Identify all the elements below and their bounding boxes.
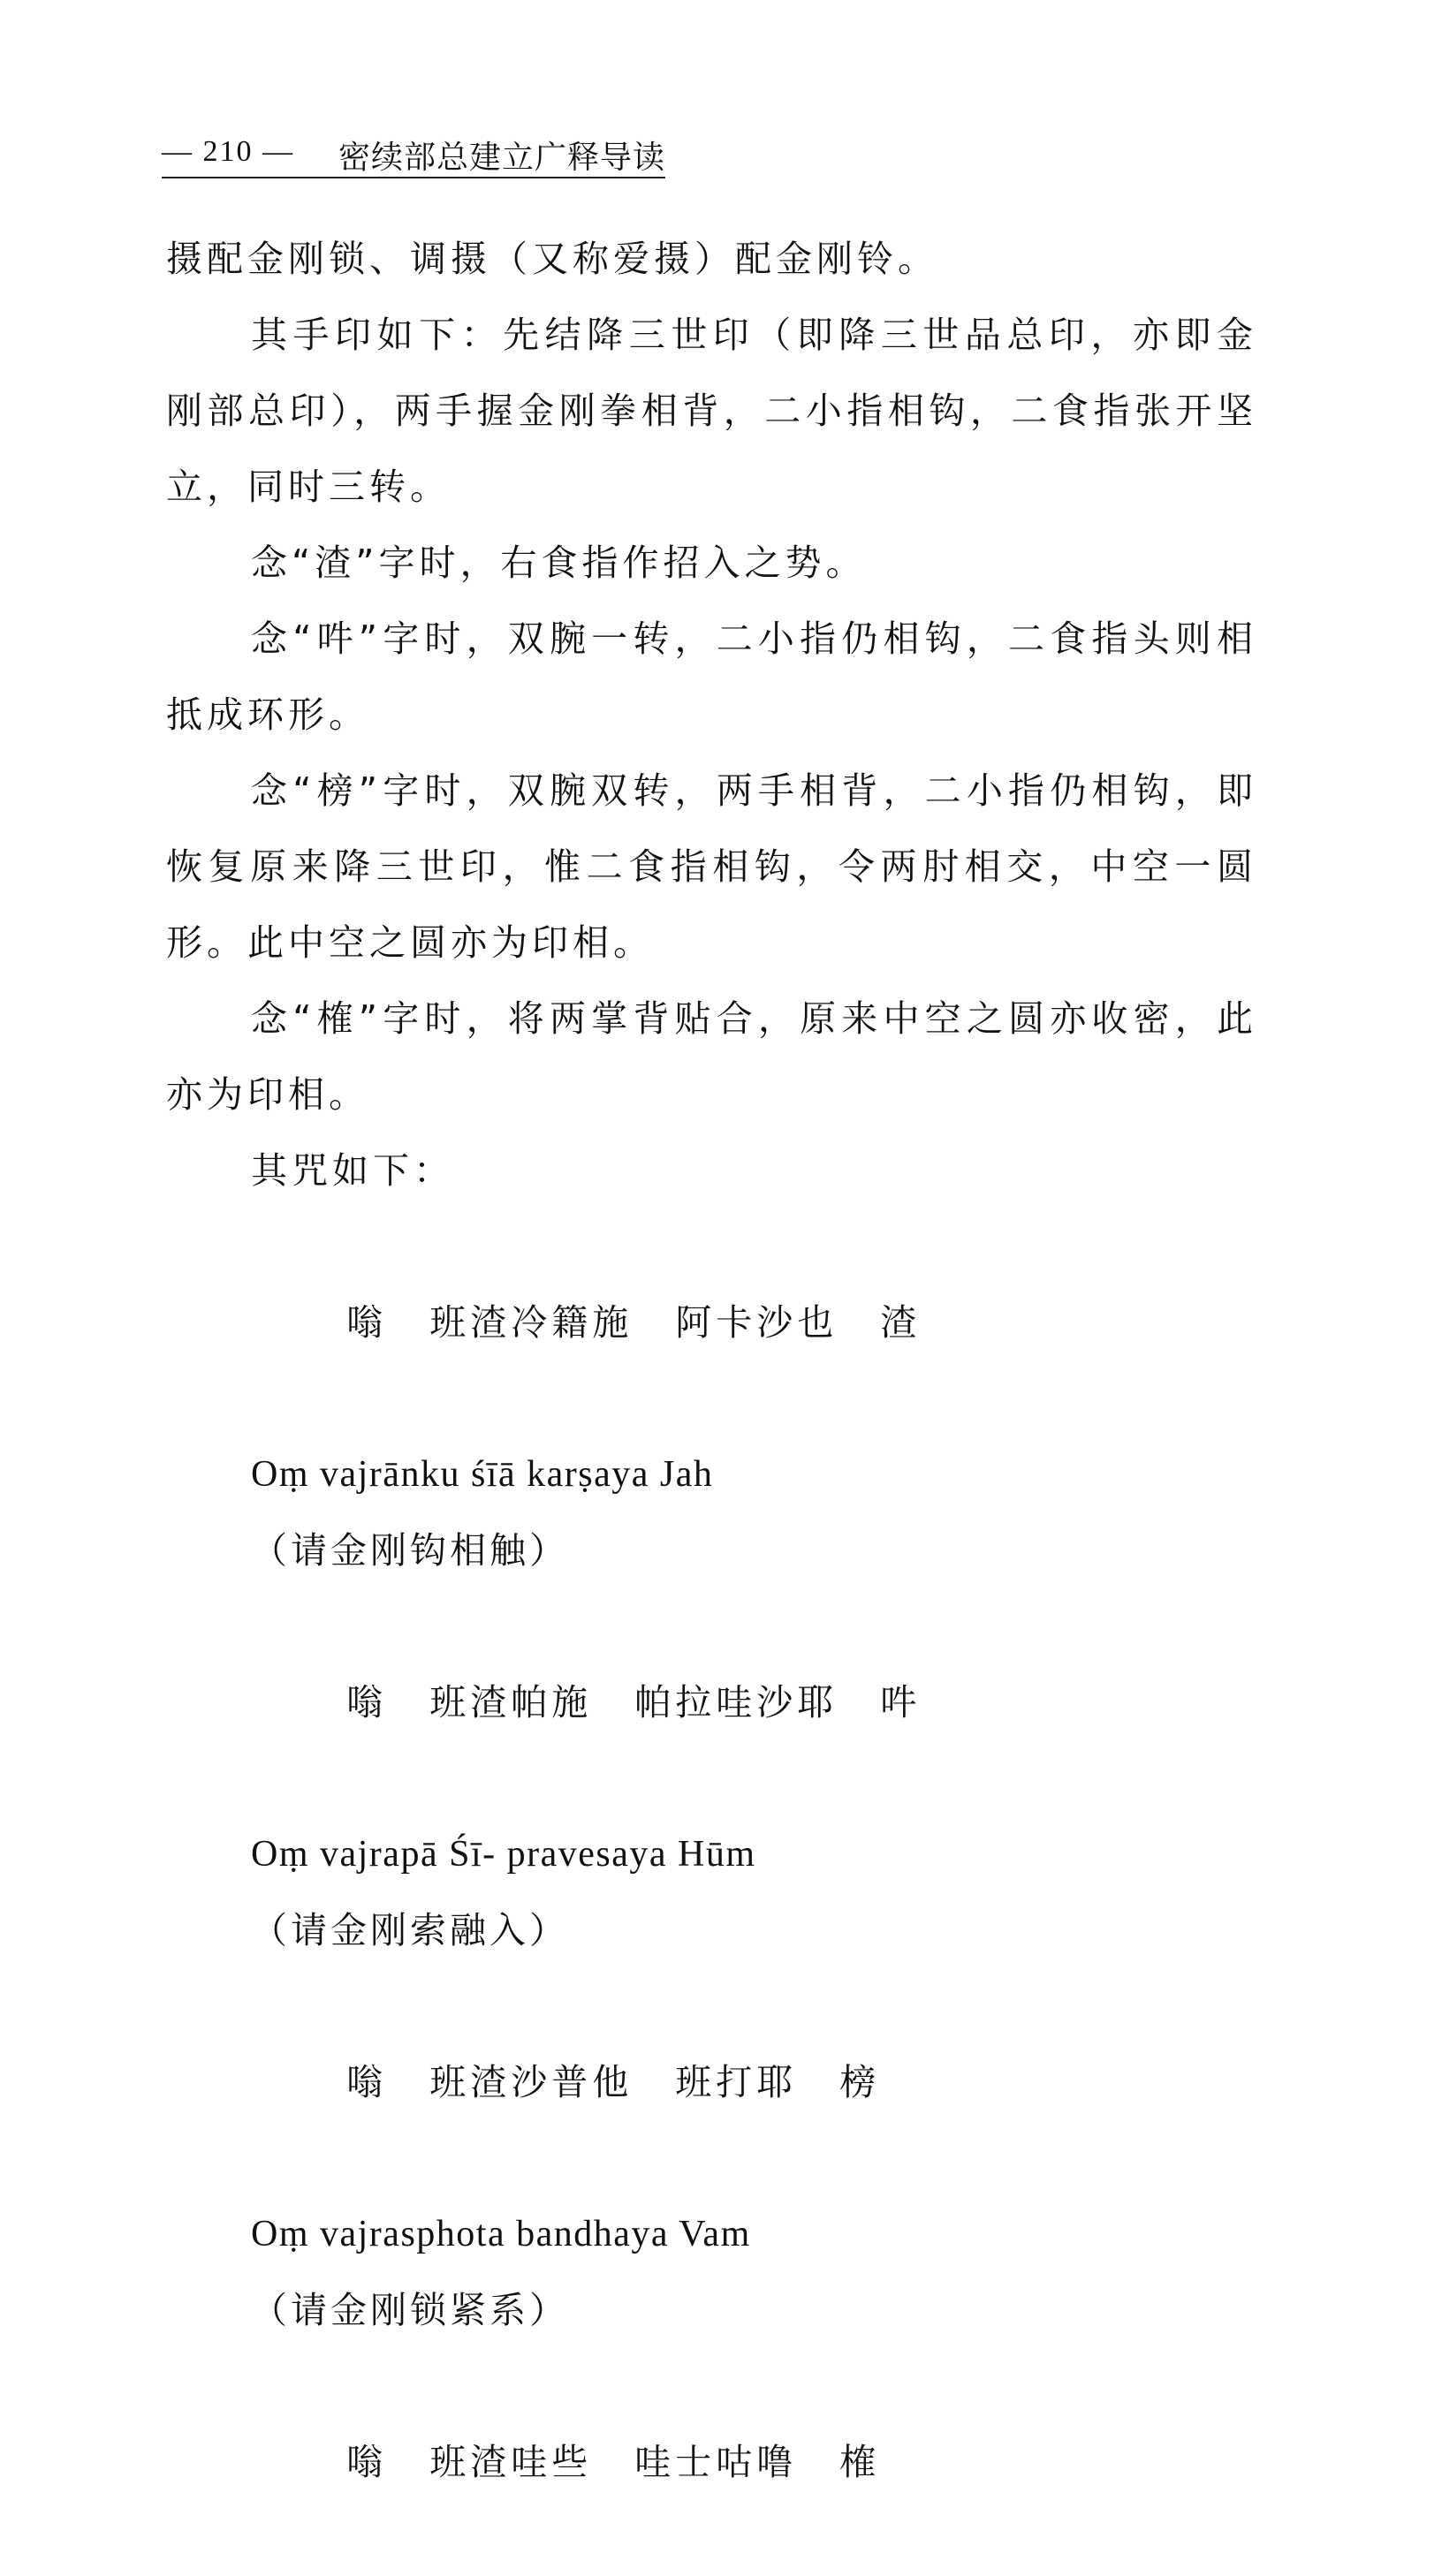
mantra-chinese-line (251, 1968, 1257, 2196)
page-number: — 210 — (162, 135, 294, 168)
mantra-syllable: 嗡 (346, 2061, 388, 2103)
mantra-syllable: 嗡 (346, 1681, 388, 1724)
mantra-syllable: 班渣哇些 (429, 2441, 593, 2483)
body-text (166, 221, 1257, 2576)
mantra-syllable: 哇士咕噜 (634, 2441, 798, 2483)
paragraph-ho: 念“榷”字时，将两掌背贴合，原来中空之圆亦收密，此亦为印相。 (166, 997, 1257, 1116)
mantra-chinese-line (251, 1588, 1257, 1816)
mantra-block-3 (166, 1968, 1257, 2348)
mantra-gloss: （请金刚锁紧系） (251, 2289, 569, 2331)
paragraph-jah: 念“渣”字时，右食指作招入之势。 (251, 542, 867, 584)
mantra-syllable: 嗡 (346, 1301, 388, 1344)
paragraph-hum: 念“吽”字时，双腕一转，二小指仍相钩，二食指头则相抵成环形。 (166, 617, 1257, 736)
mantra-romanization: Oṃ vajrānku śīā karṣaya Jah (251, 1454, 714, 1495)
mantra-romanization: Oṃ vajrasphota bandhaya Vam (251, 2214, 751, 2254)
mantra-syllable: 班渣冷籍施 (429, 1301, 634, 1344)
mantra-gloss: （请金刚索融入） (251, 1909, 569, 1951)
mantra-syllable: 帕拉哇沙耶 (634, 1681, 839, 1724)
paragraph-continued: 摄配金刚锁、调摄（又称爱摄）配金刚铃。 (166, 238, 938, 280)
mantra-block-2 (166, 1588, 1257, 1968)
mantra-syllable: 渣 (880, 1301, 922, 1344)
mantra-syllable: 阿卡沙也 (675, 1301, 839, 1344)
mantra-gloss: （请金刚钩相触） (251, 1529, 569, 1572)
mantra-romanization: Oṃ vajrapā Śī- pravesaya Hūm (251, 1834, 756, 1875)
running-head-title: 密续部总建立广释导读 (338, 140, 666, 176)
page-header (162, 128, 674, 181)
mantra-syllable: 榜 (839, 2061, 881, 2103)
mantra-syllable: 班渣帕施 (429, 1681, 593, 1724)
header-rule (162, 177, 665, 178)
mantra-syllable: 吽 (880, 1681, 922, 1724)
mantra-syllable: 班打耶 (675, 2061, 798, 2103)
mantra-syllable: 榷 (839, 2441, 881, 2483)
mantra-block-1 (166, 1208, 1257, 1588)
mantra-chinese-line (251, 1208, 1257, 1436)
mantra-syllable: 嗡 (346, 2441, 388, 2483)
paragraph-mantra-intro: 其咒如下： (251, 1149, 454, 1192)
mantra-block-4 (166, 2348, 1257, 2576)
paragraph-vam: 念“榜”字时，双腕双转，两手相背，二小指仍相钩，即恢复原来降三世印，惟二食指相钩，令两肘相交，中空一圆形。此中空之圆亦为印相。 (166, 769, 1257, 964)
mantra-syllable: 班渣沙普他 (429, 2061, 634, 2103)
mantra-chinese-line (251, 2348, 1257, 2576)
paragraph-mudra-intro: 其手印如下：先结降三世印（即降三世品总印，亦即金刚部总印），两手握金刚拳相背，二小指相钩，二食指张开坚立，同时三转。 (166, 314, 1257, 508)
